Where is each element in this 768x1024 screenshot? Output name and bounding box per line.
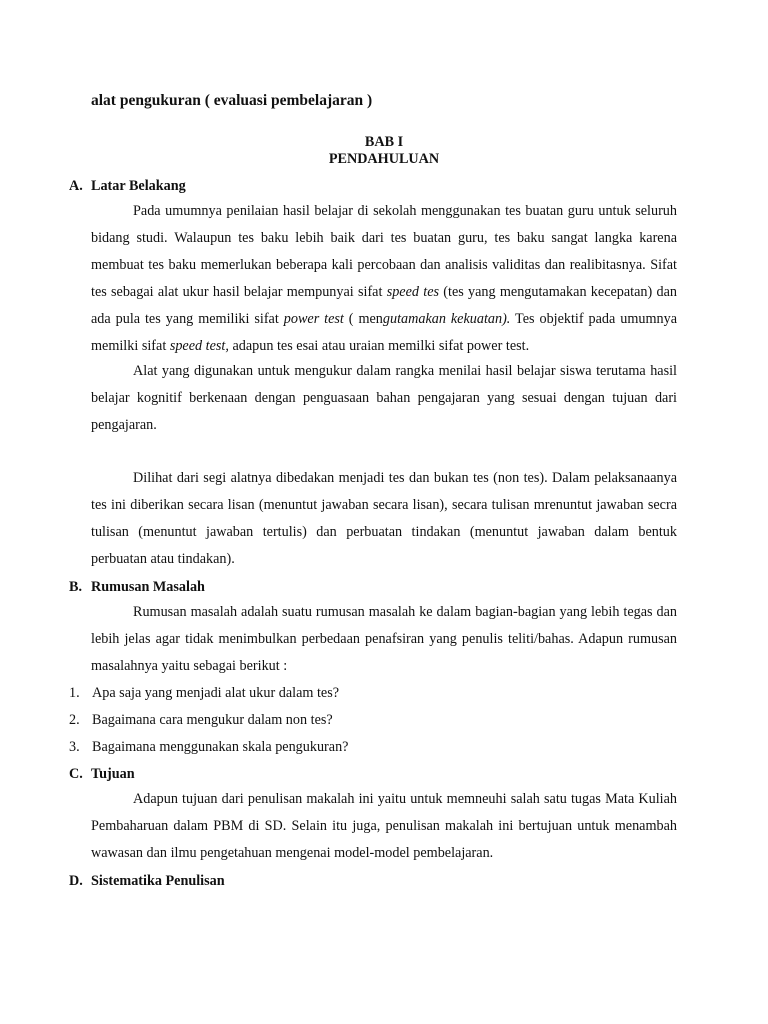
section-c-heading [69, 766, 135, 783]
chapter-number: BAB I [364, 134, 404, 150]
italic-term: gutamakan kekuatan). [382, 311, 511, 327]
paragraph-text: (tes yang mengutamakan kecepatan) dan ada pula tes yang memiliki sifat [91, 284, 677, 327]
list-text: Bagaimana menggunakan skala pengukuran? [92, 739, 349, 755]
chapter-title: PENDAHULUAN [328, 151, 440, 167]
section-c-paragraph-1: Adapun tujuan dari penulisan makalah ini yaitu untuk memneuhi salah satu tugas Mata Kuliah Pembaharuan dalam PBM di SD. Selain itu juga, penulisan makalah ini bertujuan untuk menambah wawasan dan ilmu pengetahuan mengenai model-model pembelajaran. [91, 791, 677, 861]
list-text: Apa saja yang menjadi alat ukur dalam tes? [92, 685, 340, 701]
paragraph-text: adapun tes esai atau uraian memilki sifat power test. [228, 338, 530, 354]
section-title: Sistematika Penulisan [91, 873, 225, 889]
section-title: Latar Belakang [91, 178, 186, 194]
document-title: alat pengukuran ( evaluasi pembelajaran ) [91, 92, 373, 109]
section-a-paragraph-1 [91, 198, 677, 360]
section-letter: A. [69, 178, 83, 194]
section-d-heading [69, 873, 225, 890]
list-number: 1. [69, 685, 80, 701]
section-a-paragraph-3: Dilihat dari segi alatnya dibedakan menjadi tes dan bukan tes (non tes). Dalam pelaksanaanya tes ini diberikan secara lisan (menuntut jawaban secara lisan), secara tulisan mrenuntut jawaban secra tulisan (menuntut jawaban tertulis) dan perbuatan tindakan (menuntut jawaban dalam bentuk perbuatan atau tindakan). [91, 470, 677, 567]
paragraph-text: ( men [343, 311, 383, 327]
section-b-heading [69, 579, 205, 596]
section-letter: C. [69, 766, 83, 782]
list-text: Bagaimana cara mengukur dalam non tes? [92, 712, 333, 728]
section-title: Rumusan Masalah [91, 579, 205, 595]
section-title: Tujuan [91, 766, 135, 782]
list-number: 2. [69, 712, 80, 728]
section-a-paragraph-2: Alat yang digunakan untuk mengukur dalam rangka menilai hasil belajar siswa terutama hasil belajar kognitif berkenaan dengan penguasaan bahan pengajaran yang sesuai dengan tujuan dari pengajaran. [91, 363, 677, 433]
section-letter: D. [69, 873, 83, 889]
paragraph-text: Pada umumnya penilaian hasil belajar di sekolah menggunakan tes buatan guru untuk seluruh bidang studi. Walaupun tes baku lebih baik dari tes buatan guru, tes baku sangat langka karena membuat tes baku memerlukan beberapa kali percobaan dan analisis validitas dan realibitasnya. Sifat tes sebagai alat ukur hasil belajar mempunyai sifat [91, 203, 677, 300]
section-letter: B. [69, 579, 83, 595]
section-b-paragraph-1: Rumusan masalah adalah suatu rumusan masalah ke dalam bagian-bagian yang lebih tegas dan lebih jelas agar tidak menimbulkan perbedaan penafsiran yang penulis teliti/bahas. Adapun rumusan masalahnya yaitu sebagai berikut : [91, 604, 677, 674]
list-item [69, 712, 333, 729]
italic-term: speed tes [386, 284, 440, 300]
list-item [69, 685, 339, 702]
list-item [69, 739, 348, 756]
italic-term: speed test, [169, 338, 229, 354]
paragraph-text: Tes objektif pada umumnya memilki sifat [91, 311, 678, 354]
section-a-heading [69, 178, 186, 195]
italic-term: power test [283, 311, 344, 327]
list-number: 3. [69, 739, 80, 755]
